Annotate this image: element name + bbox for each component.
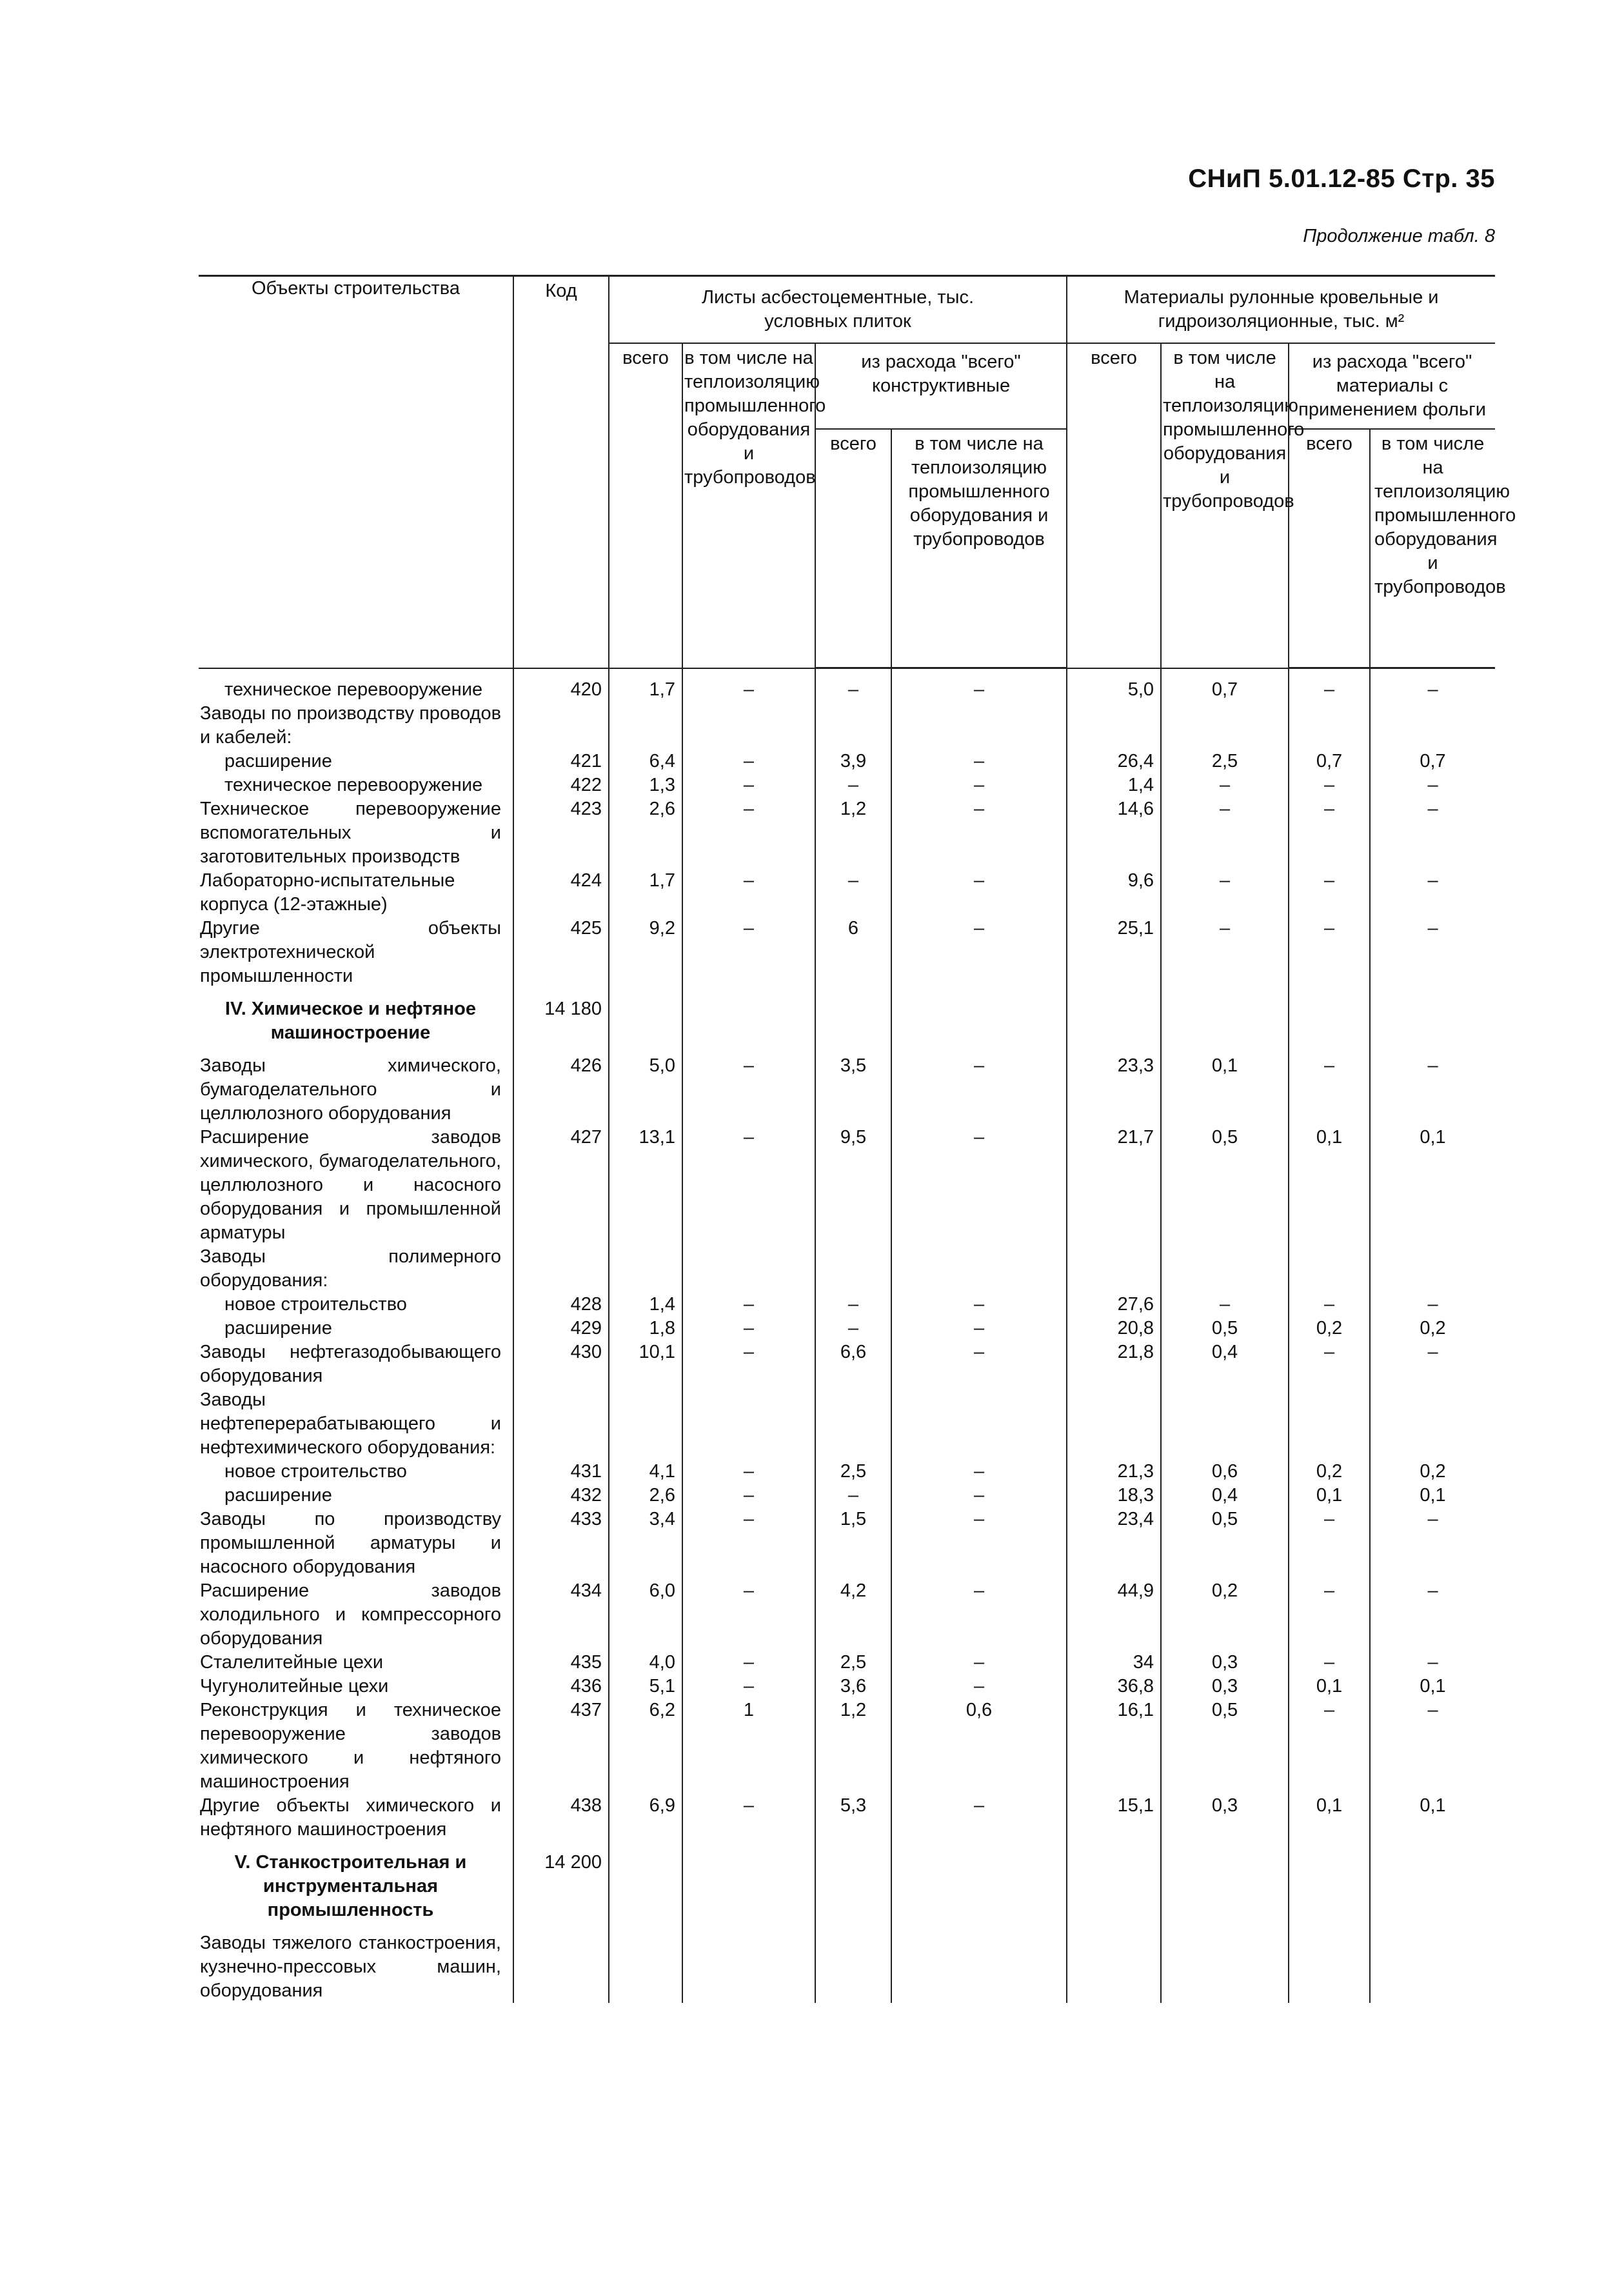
value-cell: 20,8 bbox=[1067, 1317, 1161, 1340]
value-cell: – bbox=[1289, 869, 1370, 917]
value-cell: 0,1 bbox=[1289, 1484, 1370, 1508]
table-row bbox=[199, 1293, 1495, 1317]
object-name: техническое перевооружение bbox=[199, 668, 513, 702]
value-cell: – bbox=[1370, 1293, 1495, 1317]
value-cell: 0,2 bbox=[1370, 1317, 1495, 1340]
value-cell: 26,4 bbox=[1067, 750, 1161, 773]
value-cell: – bbox=[1289, 1698, 1370, 1794]
value-cell: 5,3 bbox=[815, 1794, 891, 1842]
object-name: V. Станкостроительная и инструментальная промышленность bbox=[199, 1842, 513, 1922]
object-code: 431 bbox=[513, 1460, 609, 1484]
value-cell: – bbox=[1289, 1340, 1370, 1388]
value-cell: 0,4 bbox=[1161, 1484, 1289, 1508]
value-cell: – bbox=[682, 1045, 815, 1126]
value-cell: 18,3 bbox=[1067, 1484, 1161, 1508]
value-cell: – bbox=[891, 1126, 1067, 1245]
object-name: Чугунолитейные цехи bbox=[199, 1675, 513, 1698]
section-row bbox=[199, 1842, 1495, 1922]
value-cell: – bbox=[891, 1484, 1067, 1508]
value-cell: 1,8 bbox=[609, 1317, 682, 1340]
value-cell bbox=[1289, 1388, 1370, 1460]
value-cell bbox=[1067, 1388, 1161, 1460]
value-cell: 4,2 bbox=[815, 1579, 891, 1651]
object-name: Заводы нефтеперерабатывающего и нефтехимического оборудования: bbox=[199, 1388, 513, 1460]
document-code-header: СНиП 5.01.12-85 Стр. 35 bbox=[1188, 164, 1495, 193]
value-cell: 36,8 bbox=[1067, 1675, 1161, 1698]
value-cell: – bbox=[891, 917, 1067, 988]
value-cell: 10,1 bbox=[609, 1340, 682, 1388]
value-cell: 0,2 bbox=[1289, 1317, 1370, 1340]
value-cell: – bbox=[1161, 797, 1289, 869]
value-cell: – bbox=[815, 773, 891, 797]
value-cell: 0,7 bbox=[1370, 750, 1495, 773]
value-cell bbox=[891, 1388, 1067, 1460]
value-cell: 0,6 bbox=[891, 1698, 1067, 1794]
value-cell bbox=[1067, 1245, 1161, 1293]
value-cell bbox=[815, 1922, 891, 2003]
value-cell: 0,1 bbox=[1370, 1484, 1495, 1508]
object-name: новое строительство bbox=[199, 1293, 513, 1317]
value-cell bbox=[682, 702, 815, 750]
value-cell bbox=[1289, 702, 1370, 750]
value-cell: 1,7 bbox=[609, 668, 682, 702]
header-group-roll-materials: Материалы рулонные кровельные и гидроизоляционные, тыс. м² bbox=[1067, 276, 1495, 344]
object-code: 434 bbox=[513, 1579, 609, 1651]
value-cell: – bbox=[1370, 797, 1495, 869]
header-code: Код bbox=[513, 276, 609, 668]
value-cell: – bbox=[682, 1675, 815, 1698]
value-cell bbox=[609, 1388, 682, 1460]
value-cell: 6,6 bbox=[815, 1340, 891, 1388]
object-code: 427 bbox=[513, 1126, 609, 1245]
value-cell bbox=[815, 988, 891, 1045]
materials-table bbox=[199, 275, 1516, 2003]
value-cell: 23,4 bbox=[1067, 1508, 1161, 1579]
table-row bbox=[199, 773, 1495, 797]
object-name: новое строительство bbox=[199, 1460, 513, 1484]
value-cell bbox=[1370, 1842, 1495, 1922]
value-cell: – bbox=[1370, 773, 1495, 797]
value-cell: 3,4 bbox=[609, 1508, 682, 1579]
value-cell: 27,6 bbox=[1067, 1293, 1161, 1317]
table-row bbox=[199, 1675, 1495, 1698]
table-row bbox=[199, 750, 1495, 773]
value-cell bbox=[609, 988, 682, 1045]
value-cell bbox=[1370, 1245, 1495, 1293]
value-cell: 2,5 bbox=[815, 1651, 891, 1675]
value-cell: 0,1 bbox=[1370, 1126, 1495, 1245]
value-cell: 6,4 bbox=[609, 750, 682, 773]
value-cell bbox=[1161, 1922, 1289, 2003]
value-cell: – bbox=[891, 1794, 1067, 1842]
value-cell: 5,0 bbox=[1067, 668, 1161, 702]
value-cell: – bbox=[891, 1651, 1067, 1675]
object-name: Заводы по производству проводов и кабелей: bbox=[199, 702, 513, 750]
value-cell bbox=[815, 1388, 891, 1460]
header-struct-incl: в том числе на теплоизоляцию промышленного оборудования и трубопроводов bbox=[891, 429, 1067, 668]
value-cell: – bbox=[891, 750, 1067, 773]
value-cell: 21,3 bbox=[1067, 1460, 1161, 1484]
value-cell bbox=[1370, 702, 1495, 750]
value-cell: – bbox=[1161, 869, 1289, 917]
table-row bbox=[199, 917, 1495, 988]
value-cell: – bbox=[891, 1675, 1067, 1698]
object-name: Заводы по производству промышленной арматуры и насосного оборудования bbox=[199, 1508, 513, 1579]
object-code: 14 200 bbox=[513, 1842, 609, 1922]
value-cell: 2,6 bbox=[609, 1484, 682, 1508]
object-code: 14 180 bbox=[513, 988, 609, 1045]
value-cell: 23,3 bbox=[1067, 1045, 1161, 1126]
value-cell: 15,1 bbox=[1067, 1794, 1161, 1842]
object-name: расширение bbox=[199, 1317, 513, 1340]
value-cell: 2,5 bbox=[815, 1460, 891, 1484]
value-cell bbox=[1067, 1922, 1161, 2003]
object-name: Заводы нефтегазодобывающего оборудования bbox=[199, 1340, 513, 1388]
value-cell: – bbox=[682, 1794, 815, 1842]
table-row bbox=[199, 668, 1495, 702]
table-row bbox=[199, 797, 1495, 869]
value-cell: – bbox=[682, 1293, 815, 1317]
object-name: Сталелитейные цехи bbox=[199, 1651, 513, 1675]
value-cell bbox=[682, 1922, 815, 2003]
value-cell: – bbox=[1289, 1508, 1370, 1579]
value-cell bbox=[1289, 1842, 1370, 1922]
header-total-2: всего bbox=[1067, 343, 1161, 668]
value-cell: – bbox=[682, 668, 815, 702]
object-code: 438 bbox=[513, 1794, 609, 1842]
object-name: Расширение заводов холодильного и компрессорного оборудования bbox=[199, 1579, 513, 1651]
value-cell: 0,2 bbox=[1161, 1579, 1289, 1651]
value-cell bbox=[891, 988, 1067, 1045]
value-cell: – bbox=[1289, 1293, 1370, 1317]
value-cell: 1 bbox=[682, 1698, 815, 1794]
value-cell: 9,5 bbox=[815, 1126, 891, 1245]
value-cell: 0,5 bbox=[1161, 1126, 1289, 1245]
value-cell bbox=[1067, 988, 1161, 1045]
value-cell: – bbox=[682, 1508, 815, 1579]
value-cell: 0,7 bbox=[1161, 668, 1289, 702]
value-cell bbox=[609, 1842, 682, 1922]
value-cell: 1,4 bbox=[609, 1293, 682, 1317]
header-incl-insulation-1: в том числе на теплоизоляцию промышленного оборудования и трубопроводов bbox=[682, 343, 815, 668]
table-row bbox=[199, 1317, 1495, 1340]
value-cell: – bbox=[682, 1484, 815, 1508]
value-cell: – bbox=[891, 1293, 1067, 1317]
header-foil-incl: в том числе на теплоизоляцию промышленного оборудования и трубопроводов bbox=[1370, 429, 1495, 668]
value-cell: – bbox=[1370, 1651, 1495, 1675]
value-cell: – bbox=[1289, 1651, 1370, 1675]
value-cell: – bbox=[682, 1651, 815, 1675]
value-cell: 6,2 bbox=[609, 1698, 682, 1794]
table-row bbox=[199, 1340, 1495, 1388]
value-cell: – bbox=[682, 1460, 815, 1484]
value-cell: – bbox=[1289, 1579, 1370, 1651]
value-cell: 6,0 bbox=[609, 1579, 682, 1651]
value-cell: – bbox=[891, 1508, 1067, 1579]
object-code bbox=[513, 1922, 609, 2003]
value-cell bbox=[682, 1842, 815, 1922]
value-cell bbox=[1161, 702, 1289, 750]
value-cell bbox=[1289, 1245, 1370, 1293]
header-group-asbestos: Листы асбестоцементные, тыс. условных плиток bbox=[609, 276, 1067, 344]
value-cell bbox=[1370, 988, 1495, 1045]
value-cell: 9,6 bbox=[1067, 869, 1161, 917]
object-code: 437 bbox=[513, 1698, 609, 1794]
value-cell bbox=[682, 1388, 815, 1460]
object-name: Заводы химического, бумагоделательного и целлюлозного оборудования bbox=[199, 1045, 513, 1126]
value-cell: 0,1 bbox=[1370, 1675, 1495, 1698]
value-cell: – bbox=[1370, 1045, 1495, 1126]
object-code: 429 bbox=[513, 1317, 609, 1340]
value-cell: 0,2 bbox=[1289, 1460, 1370, 1484]
object-code: 435 bbox=[513, 1651, 609, 1675]
object-code: 422 bbox=[513, 773, 609, 797]
value-cell: – bbox=[1370, 668, 1495, 702]
value-cell: 0,5 bbox=[1161, 1698, 1289, 1794]
value-cell bbox=[1289, 988, 1370, 1045]
value-cell: – bbox=[1370, 917, 1495, 988]
value-cell: – bbox=[891, 668, 1067, 702]
value-cell: 3,6 bbox=[815, 1675, 891, 1698]
value-cell: – bbox=[1370, 1579, 1495, 1651]
table-row bbox=[199, 1126, 1495, 1245]
value-cell: – bbox=[1289, 773, 1370, 797]
object-name: Другие объекты химического и нефтяного машиностроения bbox=[199, 1794, 513, 1842]
value-cell: – bbox=[891, 1579, 1067, 1651]
value-cell bbox=[682, 1245, 815, 1293]
value-cell: – bbox=[891, 797, 1067, 869]
section-row bbox=[199, 988, 1495, 1045]
value-cell bbox=[609, 1245, 682, 1293]
value-cell: 5,1 bbox=[609, 1675, 682, 1698]
value-cell: – bbox=[891, 869, 1067, 917]
value-cell: 0,6 bbox=[1161, 1460, 1289, 1484]
value-cell: 0,3 bbox=[1161, 1675, 1289, 1698]
value-cell: – bbox=[815, 869, 891, 917]
object-code bbox=[513, 702, 609, 750]
value-cell: 1,4 bbox=[1067, 773, 1161, 797]
table-row bbox=[199, 1651, 1495, 1675]
value-cell: – bbox=[1370, 1698, 1495, 1794]
value-cell bbox=[1067, 702, 1161, 750]
table-row bbox=[199, 869, 1495, 917]
table-row bbox=[199, 1508, 1495, 1579]
object-code: 421 bbox=[513, 750, 609, 773]
value-cell bbox=[609, 1922, 682, 2003]
value-cell: 0,5 bbox=[1161, 1317, 1289, 1340]
value-cell bbox=[815, 702, 891, 750]
value-cell: – bbox=[1370, 869, 1495, 917]
table-row bbox=[199, 1698, 1495, 1794]
object-name: расширение bbox=[199, 1484, 513, 1508]
value-cell: – bbox=[815, 1484, 891, 1508]
value-cell: 0,1 bbox=[1161, 1045, 1289, 1126]
value-cell: – bbox=[891, 1045, 1067, 1126]
value-cell bbox=[609, 702, 682, 750]
value-cell: 0,2 bbox=[1370, 1460, 1495, 1484]
value-cell: – bbox=[1289, 917, 1370, 988]
value-cell: 4,0 bbox=[609, 1651, 682, 1675]
value-cell: 2,6 bbox=[609, 797, 682, 869]
value-cell: 0,1 bbox=[1289, 1794, 1370, 1842]
value-cell bbox=[891, 1842, 1067, 1922]
value-cell: 1,3 bbox=[609, 773, 682, 797]
value-cell bbox=[815, 1842, 891, 1922]
header-foil-total: всего bbox=[1289, 429, 1370, 668]
object-name: Заводы полимерного оборудования: bbox=[199, 1245, 513, 1293]
table-row bbox=[199, 1794, 1495, 1842]
value-cell: – bbox=[815, 1317, 891, 1340]
value-cell: 21,7 bbox=[1067, 1126, 1161, 1245]
value-cell: – bbox=[682, 750, 815, 773]
value-cell: – bbox=[682, 917, 815, 988]
value-cell: – bbox=[1289, 668, 1370, 702]
value-cell bbox=[1161, 1388, 1289, 1460]
object-code: 420 bbox=[513, 668, 609, 702]
value-cell bbox=[1289, 1922, 1370, 2003]
value-cell: 3,9 bbox=[815, 750, 891, 773]
value-cell: – bbox=[1370, 1508, 1495, 1579]
value-cell bbox=[1370, 1922, 1495, 2003]
object-code: 432 bbox=[513, 1484, 609, 1508]
header-struct-total: всего bbox=[815, 429, 891, 668]
object-code: 423 bbox=[513, 797, 609, 869]
value-cell: 2,5 bbox=[1161, 750, 1289, 773]
value-cell: – bbox=[682, 797, 815, 869]
value-cell: – bbox=[682, 1317, 815, 1340]
object-code: 425 bbox=[513, 917, 609, 988]
value-cell bbox=[1067, 1842, 1161, 1922]
value-cell bbox=[1161, 1245, 1289, 1293]
value-cell: – bbox=[682, 1340, 815, 1388]
object-code: 424 bbox=[513, 869, 609, 917]
object-name: Заводы тяжелого станкостроения, кузнечно-прессовых машин, оборудования bbox=[199, 1922, 513, 2003]
value-cell: 0,5 bbox=[1161, 1508, 1289, 1579]
table-row bbox=[199, 1460, 1495, 1484]
object-code: 433 bbox=[513, 1508, 609, 1579]
table-body bbox=[199, 668, 1495, 2004]
value-cell: 25,1 bbox=[1067, 917, 1161, 988]
object-name: Лабораторно-испытательные корпуса (12-этажные) bbox=[199, 869, 513, 917]
value-cell: 3,5 bbox=[815, 1045, 891, 1126]
value-cell bbox=[891, 1922, 1067, 2003]
header-from-total-foil: из расхода "всего" материалы с применением фольги bbox=[1289, 343, 1495, 429]
value-cell bbox=[891, 1245, 1067, 1293]
value-cell: – bbox=[1161, 917, 1289, 988]
value-cell: 16,1 bbox=[1067, 1698, 1161, 1794]
value-cell bbox=[682, 988, 815, 1045]
table-row bbox=[199, 1388, 1495, 1460]
value-cell: – bbox=[891, 773, 1067, 797]
value-cell: – bbox=[1289, 797, 1370, 869]
value-cell: – bbox=[815, 668, 891, 702]
value-cell: 21,8 bbox=[1067, 1340, 1161, 1388]
value-cell: 1,7 bbox=[609, 869, 682, 917]
table-row bbox=[199, 1484, 1495, 1508]
value-cell: 0,3 bbox=[1161, 1794, 1289, 1842]
value-cell bbox=[1161, 988, 1289, 1045]
header-from-total-struct: из расхода "всего" конструктивные bbox=[815, 343, 1067, 429]
object-name: техническое перевооружение bbox=[199, 773, 513, 797]
value-cell: – bbox=[1161, 773, 1289, 797]
value-cell: 6,9 bbox=[609, 1794, 682, 1842]
table-row bbox=[199, 1245, 1495, 1293]
object-name: Расширение заводов химического, бумагоделательного, целлюлозного и насосного оборудования и промышленной арматуры bbox=[199, 1126, 513, 1245]
value-cell: 4,1 bbox=[609, 1460, 682, 1484]
value-cell: – bbox=[1161, 1293, 1289, 1317]
value-cell bbox=[815, 1245, 891, 1293]
value-cell: – bbox=[682, 1579, 815, 1651]
value-cell bbox=[1161, 1842, 1289, 1922]
value-cell: 14,6 bbox=[1067, 797, 1161, 869]
value-cell: 1,2 bbox=[815, 1698, 891, 1794]
value-cell: 13,1 bbox=[609, 1126, 682, 1245]
header-objects: Объекты строительства bbox=[199, 276, 513, 668]
table-continuation-note: Продолжение табл. 8 bbox=[1303, 226, 1495, 246]
value-cell: – bbox=[815, 1293, 891, 1317]
object-code: 428 bbox=[513, 1293, 609, 1317]
value-cell: 0,1 bbox=[1289, 1126, 1370, 1245]
value-cell: 0,4 bbox=[1161, 1340, 1289, 1388]
object-name: IV. Химическое и нефтяное машиностроение bbox=[199, 988, 513, 1045]
value-cell: 6 bbox=[815, 917, 891, 988]
object-name: Другие объекты электротехнической промышленности bbox=[199, 917, 513, 988]
header-total-1: всего bbox=[609, 343, 682, 668]
value-cell: 5,0 bbox=[609, 1045, 682, 1126]
object-code bbox=[513, 1245, 609, 1293]
value-cell: – bbox=[1370, 1340, 1495, 1388]
value-cell: 1,5 bbox=[815, 1508, 891, 1579]
value-cell: 44,9 bbox=[1067, 1579, 1161, 1651]
value-cell: 34 bbox=[1067, 1651, 1161, 1675]
value-cell: 0,7 bbox=[1289, 750, 1370, 773]
value-cell: – bbox=[891, 1340, 1067, 1388]
object-name: расширение bbox=[199, 750, 513, 773]
value-cell: – bbox=[682, 1126, 815, 1245]
value-cell bbox=[891, 702, 1067, 750]
table-row bbox=[199, 702, 1495, 750]
value-cell: – bbox=[891, 1460, 1067, 1484]
value-cell: – bbox=[1289, 1045, 1370, 1126]
value-cell: – bbox=[682, 773, 815, 797]
object-code bbox=[513, 1388, 609, 1460]
value-cell: – bbox=[682, 869, 815, 917]
object-name: Реконструкция и техническое перевооружение заводов химического и нефтяного машиностроения bbox=[199, 1698, 513, 1794]
object-code: 426 bbox=[513, 1045, 609, 1126]
value-cell: 0,1 bbox=[1370, 1794, 1495, 1842]
value-cell: 0,3 bbox=[1161, 1651, 1289, 1675]
value-cell: – bbox=[891, 1317, 1067, 1340]
table-row bbox=[199, 1922, 1495, 2003]
value-cell: 9,2 bbox=[609, 917, 682, 988]
object-name: Техническое перевооружение вспомогательных и заготовительных производств bbox=[199, 797, 513, 869]
value-cell: 0,1 bbox=[1289, 1675, 1370, 1698]
value-cell: 1,2 bbox=[815, 797, 891, 869]
table-row bbox=[199, 1579, 1495, 1651]
table-row bbox=[199, 1045, 1495, 1126]
value-cell bbox=[1370, 1388, 1495, 1460]
object-code: 436 bbox=[513, 1675, 609, 1698]
header-incl-insulation-2: в том числе на теплоизоляцию промышленного оборудования и трубопроводов bbox=[1161, 343, 1289, 668]
object-code: 430 bbox=[513, 1340, 609, 1388]
